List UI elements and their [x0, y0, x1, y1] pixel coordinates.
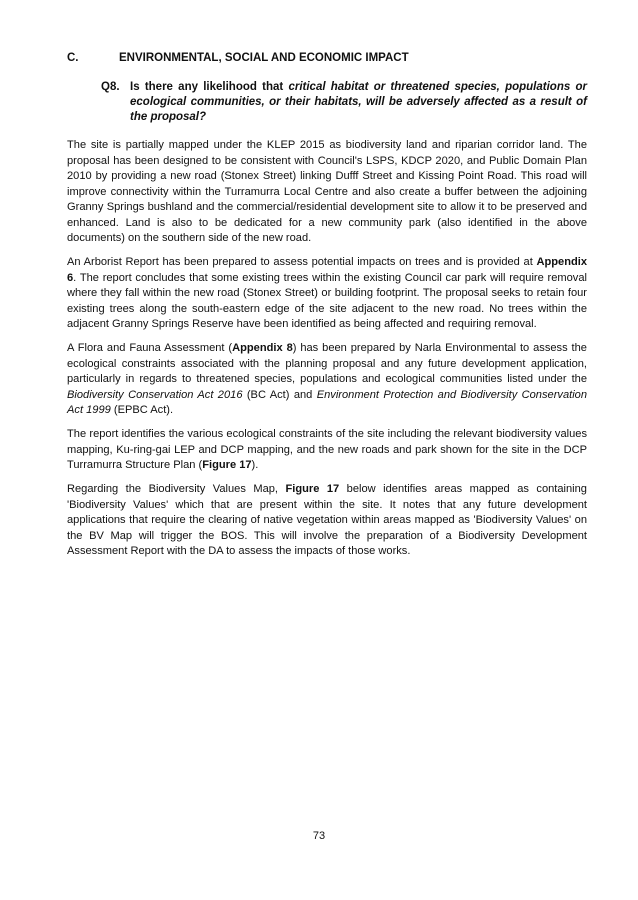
paragraph-4-text: The report identifies the various ecological constraints of the site including the relevant biodiversity values mapping, Ku-ring-gai LEP and DCP mapping, and the new roads and park shown for the site in the DCP Turramurra Structure Plan (	[67, 428, 587, 471]
appendix-8-ref: Appendix 8	[232, 342, 293, 354]
body-text	[67, 138, 587, 568]
paragraph-4-text-end: ).	[251, 459, 259, 471]
question-text-emphasis: critical habitat or threatened species, populations or ecological communities, or their habitats, will be adversely affected as a result of the proposal?	[130, 81, 587, 123]
section-heading	[67, 52, 409, 64]
paragraph-4	[67, 427, 587, 474]
epbc-act-title: Environment Protection and Biodiversity Conservation Act 1999	[67, 388, 587, 416]
paragraph-5	[67, 482, 587, 560]
section-title: ENVIRONMENTAL, SOCIAL AND ECONOMIC IMPACT	[119, 52, 409, 64]
paragraph-3-text-end: (EPBC Act).	[110, 404, 174, 416]
appendix-6-ref: Appendix 6	[67, 256, 587, 284]
paragraph-2-text: An Arborist Report has been prepared to assess potential impacts on trees and is provided at	[67, 256, 537, 268]
figure-17-ref: Figure 17	[202, 459, 252, 471]
page-number: 73	[312, 830, 326, 842]
paragraph-3-text-mid: (BC Act) and	[242, 388, 317, 401]
figure-17-ref-2: Figure 17	[285, 483, 340, 495]
paragraph-3-text-cont: ) has been prepared by Narla Environmental to assess the ecological constraints associated with the planning proposal and any future development application, particularly in regards to threatened species, populations and ecological communities listed under the	[67, 342, 587, 385]
paragraph-5-text-cont: below identifies areas mapped as containing 'Biodiversity Values' which that are present within the site. It notes that any future development applications that require the clearing of native vegetation within areas mapped as 'Biodiversity Values' on the BV Map will trigger the BOS. This will involve the preparation of a Biodiversity Development Assessment Report with the DA to assess the impacts of those works.	[67, 483, 587, 557]
question-text	[130, 80, 587, 125]
bc-act-title: Biodiversity Conservation Act 2016	[67, 388, 243, 401]
paragraph-2-text-cont: . The report concludes that some existing trees within the existing Council car park will require removal where they fall within the new road (Stonex Street) or building footprint. The proposal seeks to retain four existing trees along the south-eastern edge of the site adjacent to the new road. No trees within the adjacent Granny Springs Reserve have been identified as being affected and requiring removal.	[67, 271, 587, 330]
paragraph-1: The site is partially mapped under the KLEP 2015 as biodiversity land and riparian corridor land. The proposal has been designed to be consistent with Council's LSPS, KDCP 2020, and Public Domain Plan 2010 by providing a new road (Stonex Street) linking Dufff Street and Kissing Point Road. This road will improve connectivity within the Turramurra Local Centre and also create a buffer between the adjoining Granny Springs bushland and the commercial/residential development site to allow it to be preserved and enhanced. Land is also to be dedicated for a new community park (also identified in the above documents) on the southern side of the new road.	[67, 139, 587, 244]
section-number: C.	[67, 52, 79, 64]
question-text-lead: Is there any likelihood that	[130, 81, 289, 93]
paragraph-5-text: Regarding the Biodiversity Values Map,	[67, 483, 286, 495]
question-number: Q8.	[101, 81, 120, 93]
paragraph-3	[67, 341, 587, 419]
question-heading	[101, 80, 587, 125]
paragraph-2	[67, 255, 587, 333]
paragraph-3-text: A Flora and Fauna Assessment (	[67, 342, 233, 354]
